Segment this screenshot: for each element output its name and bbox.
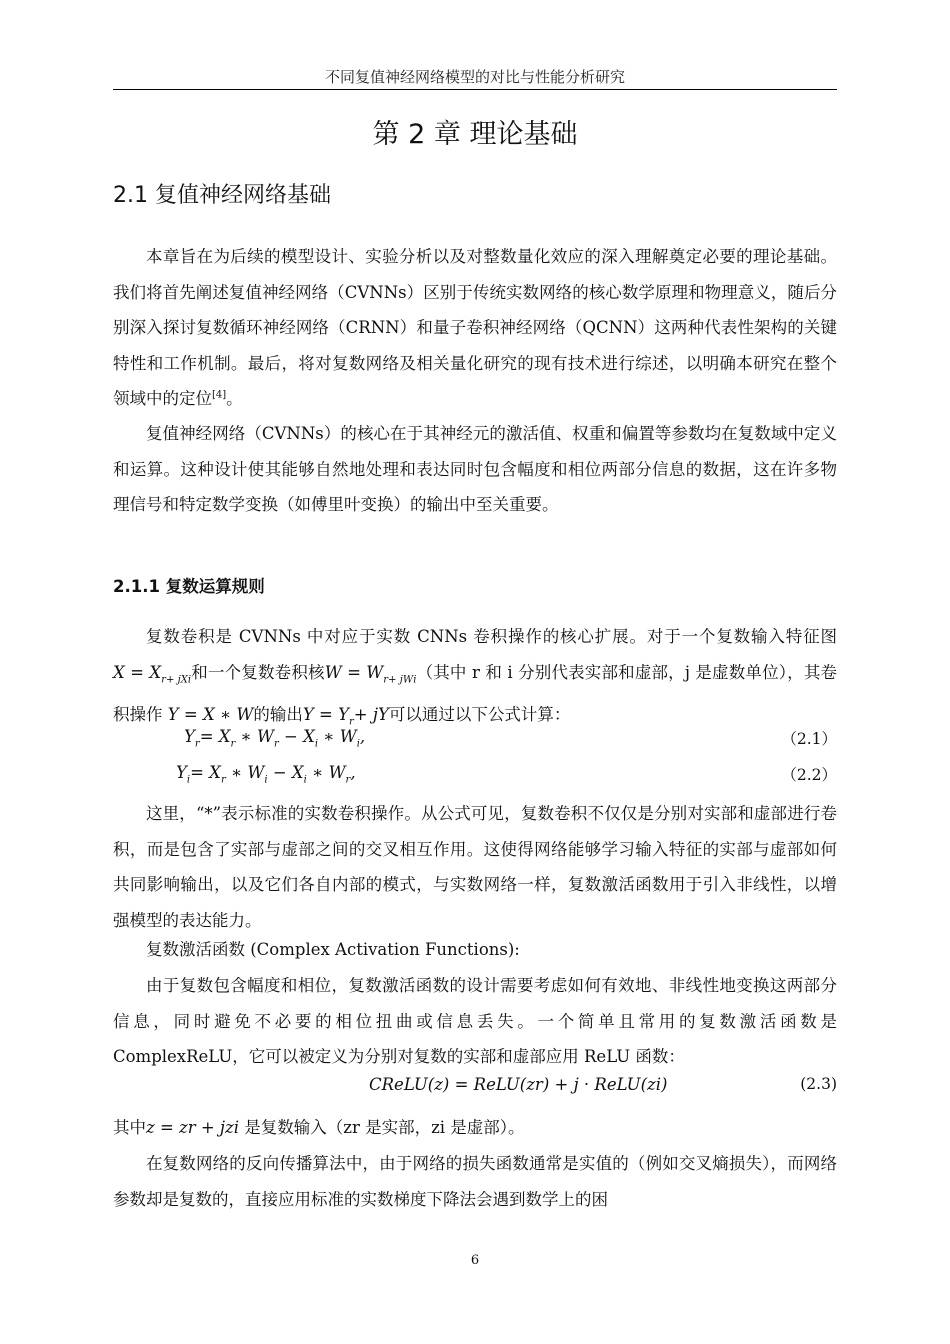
intro-end: 。 [226, 389, 243, 408]
intro-paragraph [113, 239, 837, 417]
equation-2-3: CReLU(z) = ReLU(zr) + j · ReLU(zi) [369, 1075, 668, 1094]
equation-number-2-2: （2.2） [781, 766, 837, 784]
equation-number-2-1: （2.1） [781, 730, 837, 748]
math-z-definition: z = zr + jzi [146, 1118, 239, 1137]
conv-text-3: （其中 r 和 i 分别代表实部和虚部，j 是虚数单位），其卷积操作 [113, 662, 838, 725]
subsection-title: 2.1.1 复数运算规则 [113, 577, 265, 596]
cvnn-paragraph: 复值神经网络（CVNNs）的核心在于其神经元的激活值、权重和偏置等参数均在复数域中定义和运算。这种设计使其能够自然地处理和表达同时包含幅度和相位两部分信息的数据，这在许多物理信号和特定数学变换（如傅里叶变换）的输出中至关重要。 [113, 424, 837, 514]
convolution-paragraph [113, 619, 837, 740]
conv-text-2: 和一个复数卷积核 [191, 662, 325, 682]
convolution-explanation: 这里，“*”表示标准的实数卷积操作。从公式可见，复数卷积不仅仅是分别对实部和虚部进行卷积，而是包含了实部与虚部之间的交叉相互作用。这使得网络能够学习输入特征的实部与虚部如何共同影响输出，以及它们各自内部的模式，与实数网络一样，复数激活函数用于引入非线性，以增强模型的表达能力。 [113, 804, 837, 930]
math-w-definition: $W = W_{r+ jWi}$ [324, 662, 417, 685]
conv-text-5: 可以通过以下公式计算： [388, 705, 571, 725]
running-header: 不同复值神经网络模型的对比与性能分析研究 [324, 68, 625, 86]
intro-text: 本章旨在为后续的模型设计、实验分析以及对整数量化效应的深入理解奠定必要的理论基础。我们将首先阐述复值神经网络（CVNNs）区别于传统实数网络的核心数学原理和物理意义，随后分别深入探讨复数循环神经网络（CRNN）和量子卷积神经网络（QCNN）这两种代表性架构的关键特性和工作机制。最后，将对复数网络及相关量化研究的现有技术进行综述，以明确本研究在整个领域中的定位 [113, 247, 837, 408]
chapter-title: 第 2 章 理论基础 [372, 119, 578, 150]
equation-2-2: $Y_i= X_r$ ∗ $W_i - X_i$ ∗ $W_r$, [176, 763, 356, 786]
page-number: 6 [470, 1253, 480, 1268]
equation-2-1: $Y_r= X_r$ ∗ $W_r - X_i$ ∗ $W_i$, [184, 727, 366, 750]
section-title: 2.1 复值神经网络基础 [113, 183, 331, 208]
conv-text-4: 的输出 [253, 705, 303, 725]
math-y-definition: $Y = Y_r+$ jY [302, 705, 389, 728]
activation-paragraph: 由于复数包含幅度和相位，复数激活函数的设计需要考虑如何有效地、非线性地变换这两部分信息，同时避免不必要的相位扭曲或信息丢失。一个简单且常用的复数激活函数是 ComplexReLU，它可以被定义为分别对复数的实部和虚部应用 ReLU 函数： [113, 976, 837, 1066]
header-rule [113, 89, 837, 90]
math-x-definition: $X = X_{r+ jXi}$ [113, 662, 192, 685]
activation-heading: 复数激活函数 (Complex Activation Functions): [146, 940, 520, 959]
variable-definition: 其中z = zr + jzi 是复数输入（zr 是实部，zi 是虚部）。 [113, 1118, 525, 1137]
citation-ref: [4] [212, 389, 227, 401]
equation-number-2-3: (2.3) [800, 1075, 837, 1093]
backprop-paragraph: 在复数网络的反向传播算法中，由于网络的损失函数通常是实值的（例如交叉熵损失），而网络参数却是复数的，直接应用标准的实数梯度下降法会遇到数学上的困 [113, 1154, 837, 1209]
math-convolution-op: Y = X ∗ W [167, 705, 254, 725]
conv-text-1: 复数卷积是 CVNNs 中对应于实数 CNNs 卷积操作的核心扩展。对于一个复数输入特征图 [146, 627, 837, 646]
